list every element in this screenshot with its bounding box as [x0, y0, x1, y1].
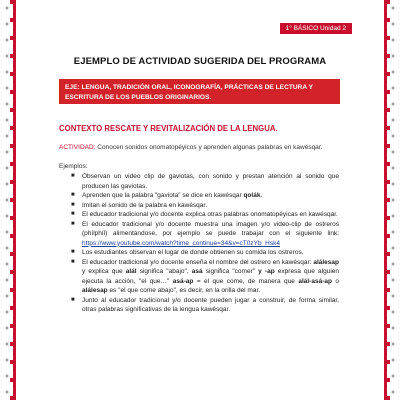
list-item: [59, 191, 339, 201]
list-item-text: Imitan el sonido de la palabra en kawésqar.: [82, 201, 208, 209]
list-item: [59, 172, 339, 191]
list-item-text: = el que come, de manera que: [193, 277, 299, 285]
list-item: [59, 201, 339, 211]
list-item: [59, 220, 339, 249]
bullet-icon: ■: [71, 220, 75, 227]
list-item-text: Los estudiantes observan el lugar de donde obtienen su comida los ostreros.: [82, 249, 304, 256]
list-item: [59, 248, 339, 258]
list-item: [59, 258, 339, 296]
list-item-text: significa "abajo",: [136, 268, 192, 275]
list-item-text: El educador tradicional y/o docente explica otras palabras onomatopéyicas en kawésqar.: [82, 211, 338, 218]
list-item-text: Aprenden que la palabra "gaviota" se dice en kawésqar: [82, 192, 244, 199]
bold-term: asá: [191, 268, 203, 275]
bullet-icon: ■: [71, 249, 75, 255]
bullet-icon: ■: [71, 192, 75, 198]
activity-statement: [59, 144, 349, 151]
bullet-icon: ■: [71, 201, 75, 208]
list-item-text: y explica que: [82, 268, 126, 275]
list-item-text: .: [260, 192, 263, 199]
list-item: [59, 210, 339, 220]
section-heading: CONTEXTO RESCATE Y REVITALIZACIÓN DE LA LENGUA.: [59, 124, 278, 133]
list-item-text: El educador tradicional y/o docente muestra una imagen y/o video-clip de ostreros (phílphíl) alimentándose, por ejemplo se puede trabajar con el siguiente link:: [82, 220, 339, 237]
activity-text: Conocen sonidos onomatopéyicos y aprenden algunas palabras en kawésqar.: [95, 144, 323, 151]
list-item-text: expresa que alguien ejecuta la acción, "el que…": [82, 268, 339, 285]
list-item-text: significa "comer": [202, 268, 259, 275]
bold-term: alálesap: [313, 258, 339, 266]
list-item: [59, 296, 339, 315]
bold-term: alál: [125, 268, 137, 275]
bold-term: alál-asá-ap: [298, 277, 332, 285]
eje-banner: EJE: LENGUA, TRADICIÓN ORAL, ICONOGRAFÍA, PRÁCTICAS DE LECTURA Y ESCRITURA DE LOS PUEBLOS ORIGINARIOS.: [59, 79, 340, 104]
bold-term: asá-ap: [172, 277, 194, 285]
bullet-icon: ■: [71, 258, 75, 265]
list-item-text: El educador tradicional y/o docente enseña el nombre del ostrero en kawésqar:: [82, 258, 314, 266]
bold-term: alálesap: [82, 287, 108, 294]
unit-tag: 1° BÁSICO Unidad 2: [280, 23, 352, 34]
list-item-text: Observan un video clip de gaviotas, con sonido y prestan atención al sonido que producen las gaviotas.: [82, 173, 339, 190]
list-item-text: es "el que come abajo", es decir, en la orilla del mar.: [107, 287, 261, 294]
examples-list: [59, 172, 339, 315]
bold-term: y -ap: [258, 268, 275, 275]
activity-label: ACTIVIDAD:: [59, 144, 96, 151]
bold-term: qolák: [243, 192, 261, 199]
page-title: EJEMPLO DE ACTIVIDAD SUGERIDA DEL PROGRAMA: [73, 56, 327, 67]
examples-label: Ejemplos:: [59, 163, 88, 170]
video-link[interactable]: https://www.youtube.com/watch?time_continue=34&v=cT0zYb_Hsk4: [82, 239, 280, 247]
list-item-text: Junto al educador tradicional y/o docente pueden jugar a construir, de forma similar, otras palabras significativas de la lengua kawésqar.: [82, 296, 339, 313]
list-item-text: o: [331, 277, 339, 285]
bullet-icon: ■: [71, 173, 75, 179]
bullet-icon: ■: [71, 211, 75, 217]
bullet-icon: ■: [71, 296, 75, 303]
